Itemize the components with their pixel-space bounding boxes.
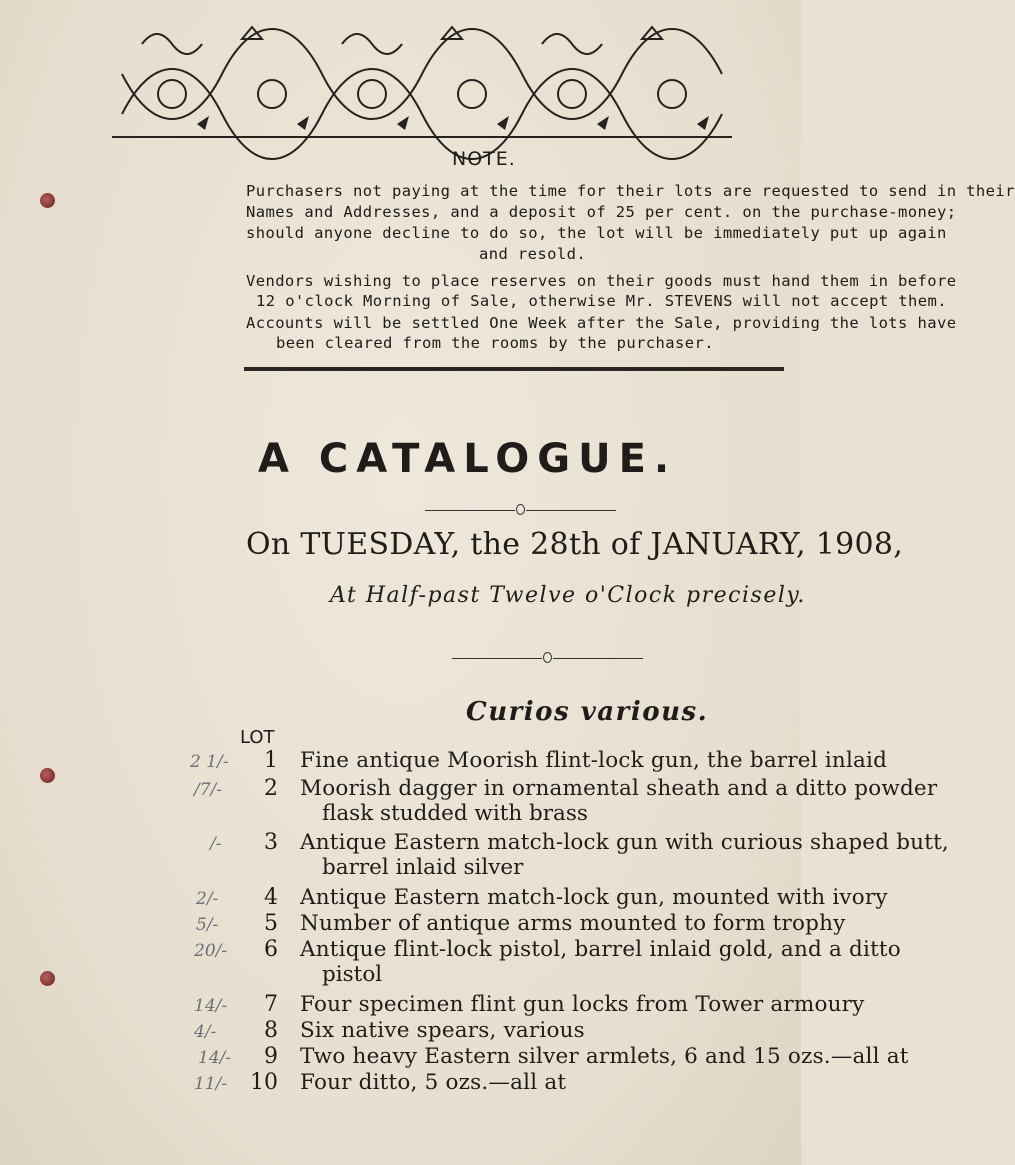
- lot-description: Moorish dagger in ornamental sheath and a ditto powder: [300, 776, 938, 801]
- handwritten-price: 14/-: [198, 1048, 232, 1068]
- handwritten-price: 5/-: [196, 915, 219, 935]
- lot-description-continued: pistol: [322, 962, 383, 987]
- note-paragraph-1-line-2: Names and Addresses, and a deposit of 25 per cent. on the purchase-money;: [246, 203, 957, 221]
- lot-number: 6: [264, 937, 278, 962]
- note-paragraph-2-line-2: 12 o'clock Morning of Sale, otherwise Mr. STEVENS will not accept them.: [256, 292, 947, 310]
- divider-circle-2: [543, 652, 552, 663]
- note-paragraph-2-line-1: Vendors wishing to place reserves on their goods must hand them in before: [246, 272, 957, 290]
- lot-number: 10: [250, 1070, 278, 1095]
- lot-column-header: LOT: [240, 727, 275, 748]
- handwritten-price: 11/-: [194, 1074, 228, 1094]
- handwritten-price: 4/-: [194, 1022, 217, 1042]
- lot-description: Fine antique Moorish flint-lock gun, the barrel inlaid: [300, 748, 888, 773]
- divider-line-right-2: [553, 658, 643, 659]
- binding-hole-bottom: [40, 971, 55, 986]
- lot-description: Six native spears, various: [300, 1018, 585, 1043]
- lot-description-continued: barrel inlaid silver: [322, 855, 524, 880]
- lot-number: 4: [264, 885, 278, 910]
- divider-line-left: [425, 510, 515, 511]
- lot-description-continued: flask studded with brass: [322, 801, 588, 826]
- sale-date: On TUESDAY, the 28th of JANUARY, 1908,: [246, 527, 904, 562]
- lot-description: Four specimen flint gun locks from Tower armoury: [300, 992, 865, 1017]
- lot-number: 8: [264, 1018, 278, 1043]
- sale-time: At Half-past Twelve o'Clock precisely.: [330, 583, 806, 608]
- handwritten-price: 2/-: [196, 889, 219, 909]
- handwritten-price: /-: [210, 834, 222, 854]
- lot-description: Antique Eastern match-lock gun, mounted with ivory: [300, 885, 888, 910]
- lot-number: 2: [264, 776, 278, 801]
- lot-description: Antique Eastern match-lock gun with curious shaped butt,: [300, 830, 949, 855]
- divider-circle: [516, 504, 525, 515]
- lot-number: 5: [264, 911, 278, 936]
- section-title: Curios various.: [466, 697, 709, 727]
- binding-hole-middle: [40, 768, 55, 783]
- binding-hole-top: [40, 193, 55, 208]
- catalogue-title: A CATALOGUE.: [258, 436, 678, 482]
- lot-number: 9: [264, 1044, 278, 1069]
- lot-description: Number of antique arms mounted to form trophy: [300, 911, 846, 936]
- lot-description: Two heavy Eastern silver armlets, 6 and 15 ozs.—all at: [300, 1044, 909, 1069]
- lot-number: 3: [264, 830, 278, 855]
- divider-line-left-2: [452, 658, 542, 659]
- note-title: NOTE.: [452, 148, 516, 170]
- decorative-header-ornament: [112, 14, 732, 142]
- divider-line-right: [526, 510, 616, 511]
- handwritten-price: /7/-: [194, 780, 223, 800]
- lot-number: 1: [264, 748, 278, 773]
- handwritten-price: 20/-: [194, 941, 228, 961]
- note-paragraph-1-line-1: Purchasers not paying at the time for their lots are requested to send in their: [246, 182, 1015, 200]
- note-paragraph-1-line-4: and resold.: [479, 245, 587, 263]
- note-paragraph-3-line-1: Accounts will be settled One Week after the Sale, providing the lots have: [246, 314, 957, 332]
- lot-description: Four ditto, 5 ozs.—all at: [300, 1070, 567, 1095]
- handwritten-price: 2 1/-: [190, 752, 229, 772]
- horizontal-rule: [244, 367, 784, 371]
- lot-number: 7: [264, 992, 278, 1017]
- note-paragraph-3-line-2: been cleared from the rooms by the purchaser.: [276, 334, 714, 352]
- handwritten-price: 14/-: [194, 996, 228, 1016]
- lot-description: Antique flint-lock pistol, barrel inlaid gold, and a ditto: [300, 937, 901, 962]
- note-paragraph-1-line-3: should anyone decline to do so, the lot will be immediately put up again: [246, 224, 947, 242]
